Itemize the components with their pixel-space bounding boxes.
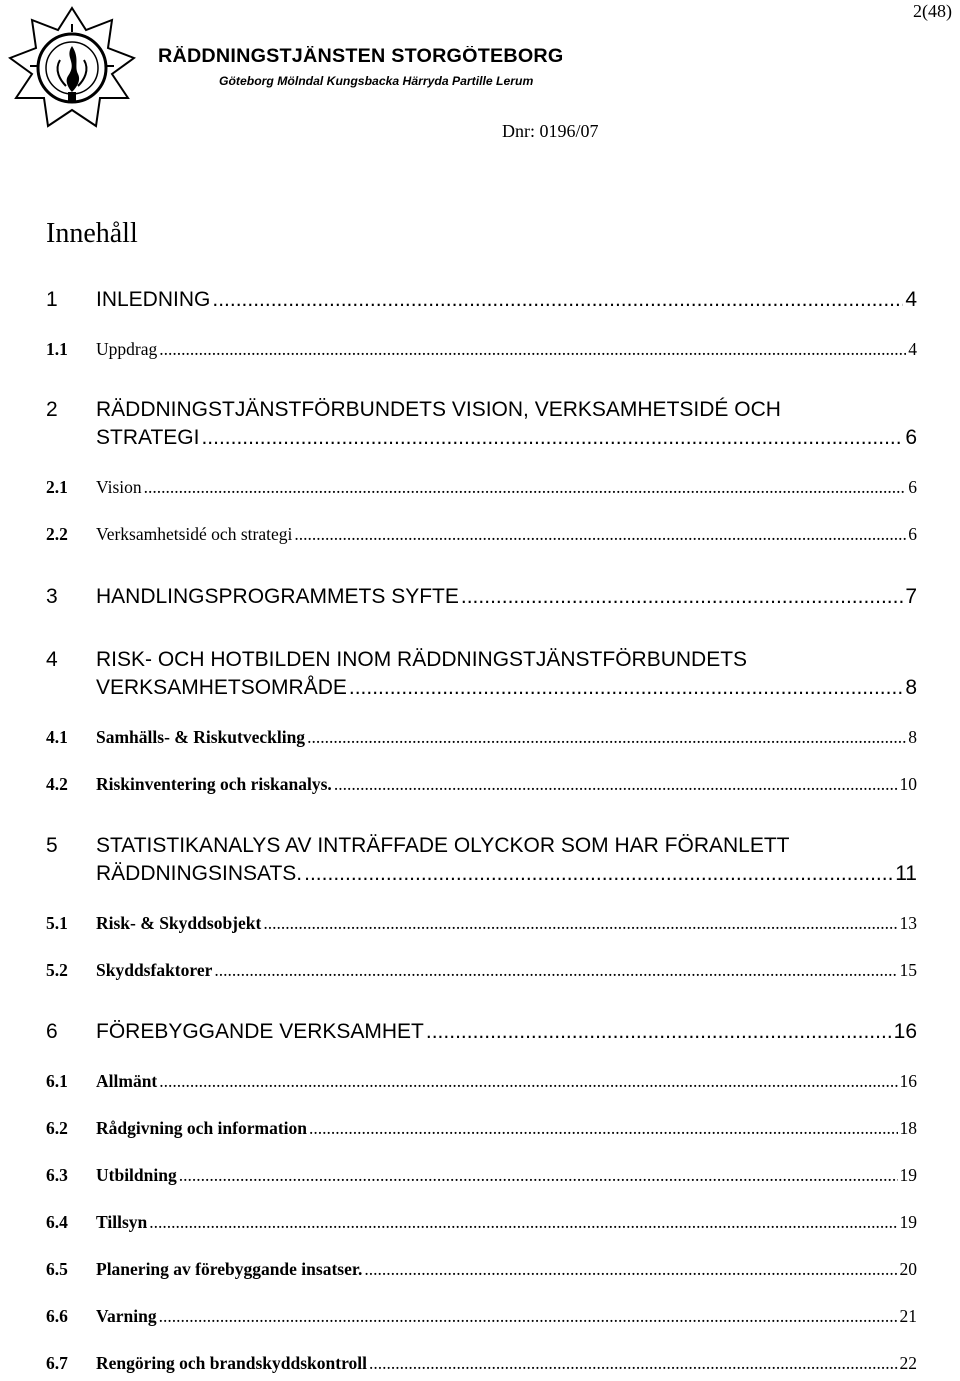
toc-page: 18 [899, 1118, 917, 1138]
toc-title: Vision [96, 477, 142, 497]
toc-entry[interactable] [46, 288, 917, 316]
toc-page: 6 [908, 524, 917, 544]
document-number: Dnr: 0196/07 [502, 121, 599, 141]
fire-service-emblem-icon [8, 6, 136, 134]
toc-entry[interactable] [46, 585, 917, 613]
toc-number: 4.2 [46, 774, 68, 794]
toc-title-line1: RÄDDNINGSTJÄNSTFÖRBUNDETS VISION, VERKSAMHETSIDÉ OCH [96, 398, 781, 421]
toc-entry[interactable] [46, 1071, 917, 1099]
toc-number: 6.6 [46, 1306, 68, 1326]
toc-title: Rådgivning och information [96, 1118, 307, 1138]
toc-page: 19 [899, 1212, 917, 1232]
toc-number: 2 [46, 398, 58, 421]
toc-number: 6.2 [46, 1118, 68, 1138]
toc-number: 6.4 [46, 1212, 68, 1232]
toc-title: STRATEGI [96, 426, 200, 449]
toc-entry[interactable] [46, 1020, 917, 1048]
toc-page: 16 [899, 1071, 917, 1091]
toc-entry[interactable] [46, 1212, 917, 1240]
toc-page: 20 [899, 1259, 917, 1279]
toc-entry[interactable] [46, 477, 917, 505]
toc-page: 22 [899, 1353, 917, 1373]
toc-page: 4 [908, 339, 917, 359]
toc-entry[interactable] [46, 727, 917, 755]
toc-title: Varning [96, 1306, 157, 1326]
toc-number: 5.2 [46, 960, 68, 980]
toc-entry[interactable] [46, 913, 917, 941]
toc-entry[interactable] [46, 774, 917, 802]
toc-page: 10 [899, 774, 917, 794]
toc-title: Samhälls- & Riskutveckling [96, 727, 306, 747]
toc-entry[interactable] [46, 1165, 917, 1193]
toc-number: 1 [46, 288, 58, 311]
toc-entry[interactable] [46, 1306, 917, 1334]
toc-title: Utbildning [96, 1165, 177, 1185]
toc-number: 5.1 [46, 913, 68, 933]
toc-title: Allmänt [96, 1071, 158, 1091]
toc-title: Uppdrag [96, 339, 158, 359]
toc-page: 16 [893, 1020, 917, 1043]
toc-page: 19 [899, 1165, 917, 1185]
toc-number: 4 [46, 648, 58, 671]
toc-heading: Innehåll [46, 218, 138, 249]
toc-title: Risk- & Skyddsobjekt [96, 913, 262, 933]
toc-page: 8 [908, 727, 917, 747]
toc-entry[interactable] [46, 960, 917, 988]
toc-number: 5 [46, 834, 58, 857]
toc-title: VERKSAMHETSOMRÅDE [96, 676, 347, 699]
toc-entry[interactable] [46, 834, 917, 890]
organization-name: RÄDDNINGSTJÄNSTEN STORGÖTEBORG [158, 46, 564, 67]
toc-page: 21 [899, 1306, 917, 1326]
toc-number: 6.1 [46, 1071, 68, 1091]
toc-entry[interactable] [46, 339, 917, 367]
toc-number: 1.1 [46, 339, 68, 359]
toc-title-line1: STATISTIKANALYS AV INTRÄFFADE OLYCKOR SOM HAR FÖRANLETT [96, 834, 790, 857]
toc-page: 13 [899, 913, 917, 933]
toc-title: Skyddsfaktorer [96, 960, 213, 980]
toc-entry[interactable] [46, 1259, 917, 1287]
toc-title-line1: RISK- OCH HOTBILDEN INOM RÄDDNINGSTJÄNSTFÖRBUNDETS [96, 648, 748, 671]
page-number: 2(48) [913, 1, 952, 21]
toc-title: Rengöring och brandskyddskontroll [96, 1353, 368, 1373]
toc-title: FÖREBYGGANDE VERKSAMHET [96, 1020, 424, 1043]
toc-entry[interactable] [46, 524, 917, 552]
toc-title: Verksamhetsidé och strategi [96, 524, 293, 544]
toc-number: 4.1 [46, 727, 68, 747]
toc-number: 2.1 [46, 477, 68, 497]
toc-page: 8 [905, 676, 917, 699]
toc-page: 6 [905, 426, 917, 449]
toc-number: 6.3 [46, 1165, 68, 1185]
toc-title: Riskinventering och riskanalys. [96, 774, 332, 794]
toc-title: HANDLINGSPROGRAMMETS SYFTE [96, 585, 459, 608]
toc-title: Planering av förebyggande insatser. [96, 1259, 363, 1279]
toc-page: 7 [905, 585, 917, 608]
toc-page: 11 [895, 862, 917, 885]
toc-title: RÄDDNINGSINSATS. [96, 862, 303, 885]
toc-entry[interactable] [46, 398, 917, 454]
toc-entry[interactable] [46, 1353, 917, 1381]
toc-page: 6 [908, 477, 917, 497]
organization-municipalities: Göteborg Mölndal Kungsbacka Härryda Partille Lerum [219, 76, 534, 88]
toc-entry[interactable] [46, 648, 917, 704]
toc-number: 6.7 [46, 1353, 68, 1373]
toc-number: 6 [46, 1020, 58, 1043]
toc-page: 4 [905, 288, 917, 311]
toc-number: 6.5 [46, 1259, 68, 1279]
toc-title: Tillsyn [96, 1212, 148, 1232]
toc-page: 15 [899, 960, 917, 980]
toc-number: 3 [46, 585, 58, 608]
toc-number: 2.2 [46, 524, 68, 544]
toc-entry[interactable] [46, 1118, 917, 1146]
toc-title: INLEDNING [96, 288, 211, 311]
